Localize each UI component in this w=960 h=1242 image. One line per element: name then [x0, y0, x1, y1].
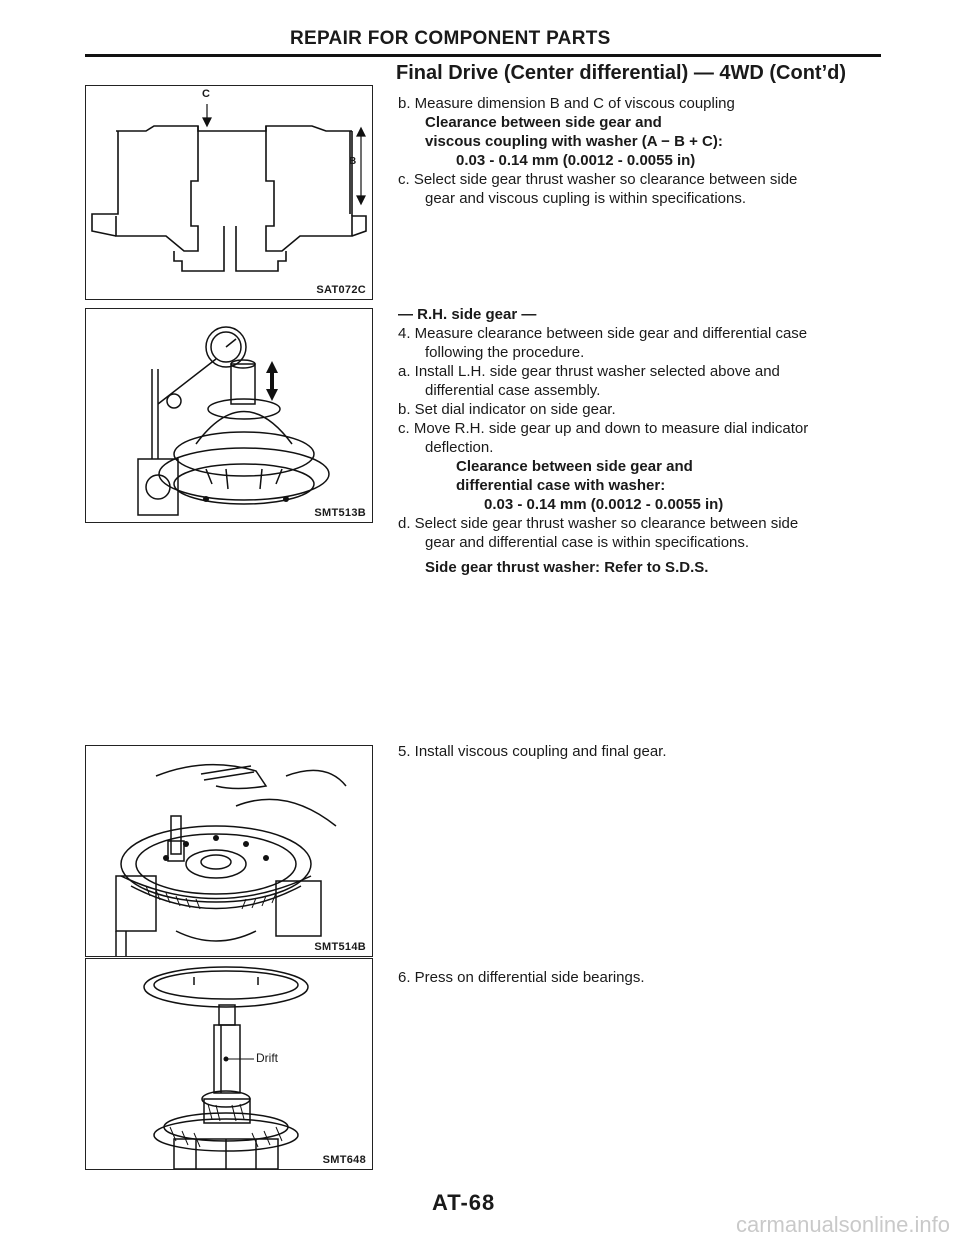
step-4-cont: following the procedure. — [425, 344, 585, 361]
spec-line: Clearance between side gear and — [456, 458, 693, 475]
step-c-cont: deflection. — [425, 439, 494, 456]
figure-code: SMT514B — [314, 941, 366, 953]
label-drift: Drift — [256, 1051, 278, 1065]
figure-code: SMT648 — [322, 1154, 366, 1166]
figure-smt514b — [85, 745, 373, 957]
step-a: a. Install L.H. side gear thrust washer selected above and — [398, 363, 780, 380]
press-drift-drawing — [86, 959, 372, 1169]
spec-line: viscous coupling with washer (A − B + C): — [425, 133, 723, 150]
step-b: b. Measure dimension B and C of viscous coupling — [398, 95, 735, 112]
step-c-cont: gear and viscous cupling is within specifications. — [425, 190, 746, 207]
spec-line: differential case with washer: — [456, 477, 666, 494]
step-d: d. Select side gear thrust washer so clearance between side — [398, 515, 799, 532]
dial-indicator-drawing — [86, 309, 372, 522]
subheading-rh-side-gear: — R.H. side gear — — [398, 306, 537, 323]
label-c: C — [202, 88, 210, 100]
instruction-block-2 — [398, 305, 888, 577]
figure-code: SMT513B — [314, 507, 366, 519]
step-5: 5. Install viscous coupling and final gear. — [398, 743, 667, 760]
installation-drawing — [86, 746, 372, 956]
step-a-cont: differential case assembly. — [425, 382, 601, 399]
figure-smt513b — [85, 308, 373, 523]
step-c: c. Move R.H. side gear up and down to measure dial indicator — [398, 420, 809, 437]
label-b: B — [349, 156, 357, 167]
spec-line: Clearance between side gear and — [425, 114, 662, 131]
figure-smt648 — [85, 958, 373, 1170]
watermark: carmanualsonline.info — [735, 1212, 950, 1237]
spec-value: 0.03 - 0.14 mm (0.0012 - 0.0055 in) — [456, 152, 696, 169]
instruction-block-1 — [398, 94, 888, 208]
sds-reference: Side gear thrust washer: Refer to S.D.S. — [425, 559, 709, 576]
page-header-title: REPAIR FOR COMPONENT PARTS — [290, 28, 611, 49]
section-title: Final Drive (Center differential) — 4WD (Cont’d) — [396, 62, 847, 84]
figure-code: SAT072C — [316, 284, 366, 296]
header-divider — [85, 54, 881, 57]
step-6: 6. Press on differential side bearings. — [398, 969, 645, 986]
spec-value: 0.03 - 0.14 mm (0.0012 - 0.0055 in) — [484, 496, 724, 513]
cross-section-drawing — [86, 86, 372, 299]
step-d-cont: gear and differential case is within specifications. — [425, 534, 750, 551]
step-b: b. Set dial indicator on side gear. — [398, 401, 616, 418]
figure-sat072c — [85, 85, 373, 300]
step-c: c. Select side gear thrust washer so clearance between side — [398, 171, 798, 188]
step-4: 4. Measure clearance between side gear and differential case — [398, 325, 808, 342]
page-number: AT-68 — [432, 1190, 496, 1215]
